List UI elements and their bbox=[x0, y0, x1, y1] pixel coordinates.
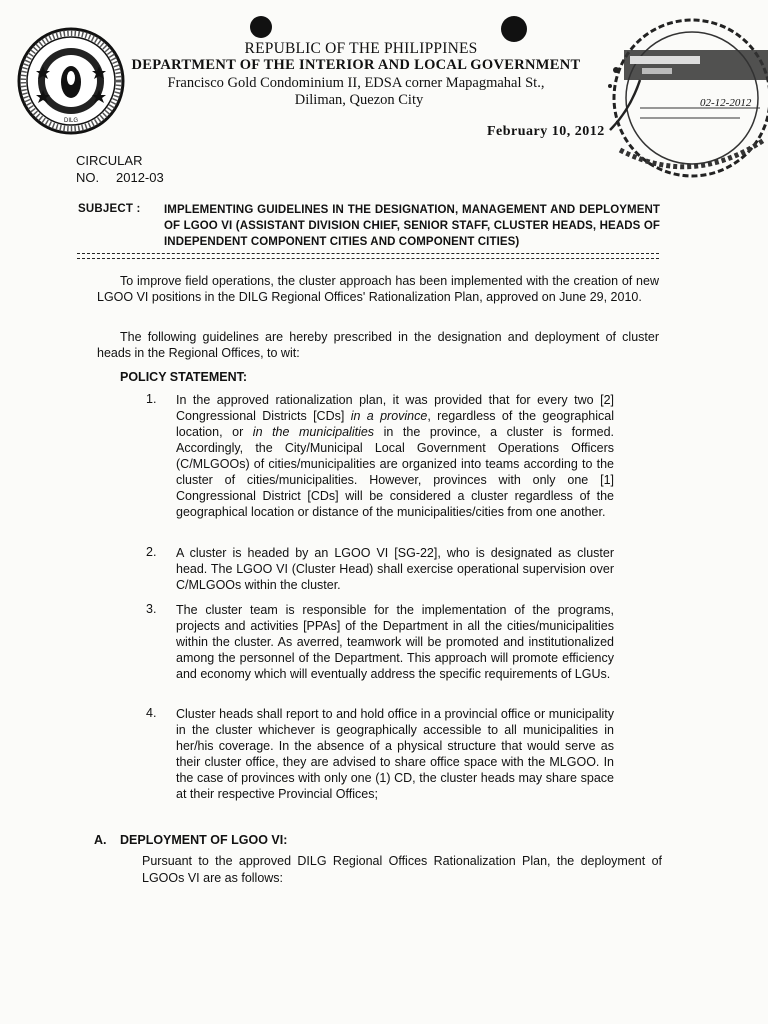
policy-item-3-text: The cluster team is responsible for the implementation of the programs, projects and activities [PPAs] of the Department in all the cities/municipalities within the cluster. As averred, teamwork will be promoted and institutionalized among the personnel of the Department. This approach will promote efficiency and economy which will eventually address the specific requirements of LGUs. bbox=[176, 603, 614, 681]
circular-number-value: 2012-03 bbox=[116, 170, 164, 185]
punch-hole-right bbox=[501, 16, 527, 42]
emphasis-text: in the municipalities bbox=[252, 425, 375, 439]
circular-number-label: NO. bbox=[76, 170, 100, 185]
section-a-text: Pursuant to the approved DILG Regional Offices Rationalization Plan, the deployment of LGOOs VI are as follows: bbox=[142, 854, 662, 885]
policy-item-number: 2. bbox=[146, 545, 157, 559]
subject-text: IMPLEMENTING GUIDELINES IN THE DESIGNATION, MANAGEMENT AND DEPLOYMENT OF LGOO VI (ASSISTANT DIVISION CHIEF, SENIOR STAFF, CLUSTER HEADS, HEADS OF INDEPENDENT COMPONENT CITIES AND COMPONENT CITIES) bbox=[164, 204, 660, 248]
separator-rule bbox=[77, 253, 659, 254]
policy-item-number: 4. bbox=[146, 706, 157, 720]
policy-statement-heading: POLICY STATEMENT: bbox=[120, 370, 248, 384]
stamp-handwritten-date: 02-12-2012 bbox=[700, 97, 752, 109]
policy-item-number: 3. bbox=[146, 602, 157, 616]
document-date: February 10, 2012 bbox=[487, 124, 605, 139]
intro-paragraph-2: The following guidelines are hereby prescribed in the designation and deployment of cluster heads in the Regional Offices, to wit: bbox=[97, 330, 659, 360]
intro-paragraph-1: To improve field operations, the cluster approach has been implemented with the creation of new LGOO VI positions in the DILG Regional Offices' Rationalization Plan, approved on June 29, 2010. bbox=[97, 274, 659, 304]
subject-label: SUBJECT : bbox=[78, 203, 141, 215]
policy-item-2-text: A cluster is headed by an LGOO VI [SG-22], who is designated as cluster head. The LGOO VI (Cluster Head) shall exercise operational supervision over C/MLGOOs within the cluster. bbox=[176, 546, 614, 592]
section-a-letter: A. bbox=[94, 833, 107, 847]
svg-text:DILG: DILG bbox=[63, 118, 79, 124]
header-city: Diliman, Quezon City bbox=[294, 92, 424, 108]
separator-rule bbox=[77, 258, 659, 259]
circular-label: CIRCULAR bbox=[76, 153, 143, 168]
policy-item-number: 1. bbox=[146, 392, 157, 406]
header-address: Francisco Gold Condominium II, EDSA corner Mapagmahal St., bbox=[167, 75, 545, 91]
received-stamp bbox=[580, 10, 768, 192]
punch-hole-left bbox=[250, 16, 272, 38]
header-department: DEPARTMENT OF THE INTERIOR AND LOCAL GOVERNMENT bbox=[131, 57, 581, 73]
policy-item-1-text: In the approved rationalization plan, it was provided that for every two [2] Congressional Districts [CDs] in a province, regardless of the geographical location, or in the municipalities in the province, a cluster is formed. Accordingly, the City/Municipal Local Government Operations Officers (C/MLGOOs) of cities/municipalities are organized into teams according to the cluster of cities/municipalities. However, provinces with only one [1] Congressional District [CDs] will be considered a cluster regardless of the geographical location or distance of the municipalities/cities from one another. bbox=[176, 393, 615, 519]
emphasis-text: in a province bbox=[350, 409, 428, 423]
section-a-title: DEPLOYMENT OF LGOO VI: bbox=[120, 833, 288, 847]
header-republic: REPUBLIC OF THE PHILIPPINES bbox=[244, 40, 478, 57]
policy-item-4-text: Cluster heads shall report to and hold office in a provincial office or municipality in the cluster whichever is geographically accessible to all municipalities in her/his coverage. In the absence of a physical structure that would serve as their cluster office, they are advised to share office space with the MLGOO. In the case of provinces with only one (1) CD, the cluster heads may share space at their respective Provincial Offices; bbox=[176, 707, 614, 801]
